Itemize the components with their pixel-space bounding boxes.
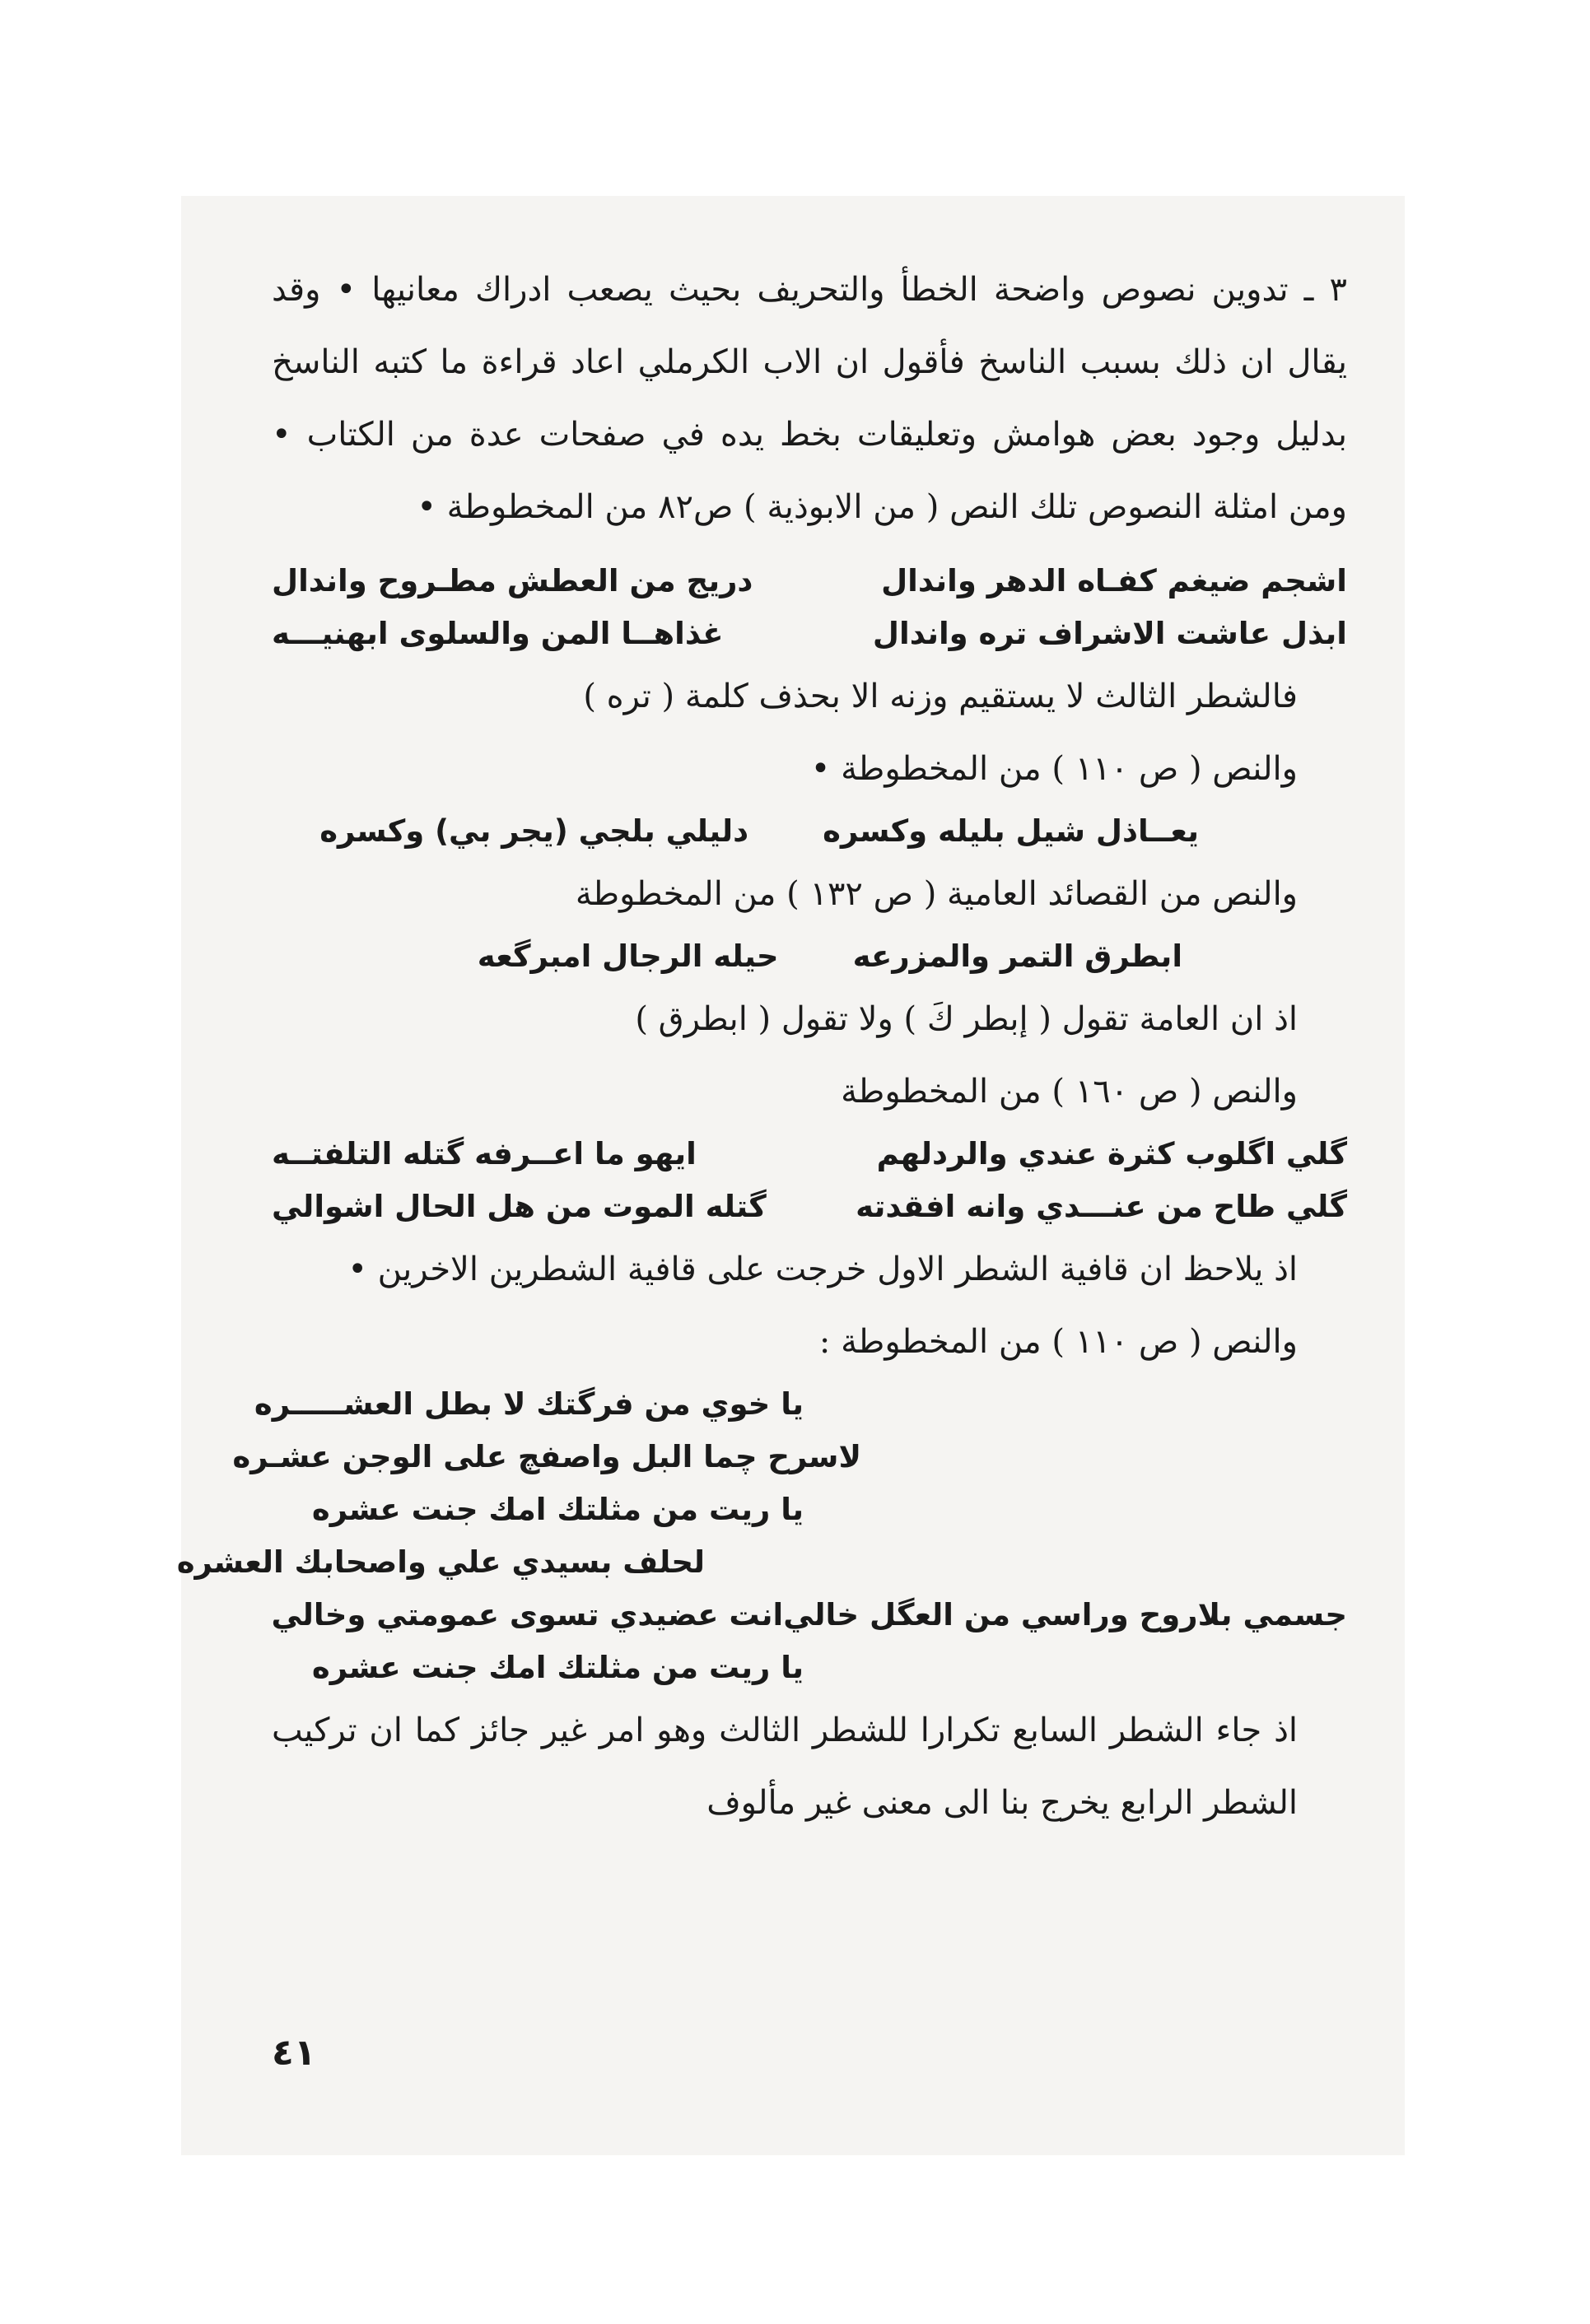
paragraph-comment: اذ يلاحظ ان قافية الشطر الاول خرجت على قافية الشطرين الاخرين • bbox=[347, 1250, 1298, 1288]
verse-line: يا ريت من مثلتك امك جنت عشره bbox=[311, 1492, 804, 1527]
verse-line bbox=[272, 1128, 1347, 1181]
verse-hemistich-right: يعــاذل شيل بليله وكسره bbox=[823, 813, 1199, 849]
verse-line bbox=[272, 805, 1347, 858]
verse-hemistich-left: گتله الموت من هل الحال اشوالي bbox=[272, 1189, 767, 1224]
verse-hemistich-right: اشجم ضيغم كفـاه الدهر واندال bbox=[881, 563, 1347, 598]
book-page bbox=[176, 196, 1405, 2155]
verse-hemistich-left: انت عضيدي تسوى عمومتي وخالي bbox=[271, 1597, 784, 1632]
verse-hemistich-left: دليلي بلجي (يجر بي) وكسره bbox=[319, 813, 749, 849]
verse-hemistich-right: گلي اگلوب كثرة عندي والردلهم bbox=[876, 1136, 1347, 1171]
verse-line bbox=[272, 608, 1347, 660]
verse-line bbox=[272, 555, 1347, 608]
verse-line: يا خوي من فرگتك لا بطل العشـــــره bbox=[254, 1386, 804, 1422]
verse-hemistich-left: ايهو ما اعــرفه گتله التلفتــه bbox=[272, 1136, 697, 1171]
verse-hemistich-left: دريج من العطش مطـروح واندال bbox=[272, 563, 753, 598]
verse-hemistich-right: گلي طاح من عنـــدي وانه افقدته bbox=[856, 1189, 1347, 1224]
paragraph-comment: اذ ان العامة تقول ( إبطر كَ ) ولا تقول ( ابطرق ) bbox=[635, 1000, 1298, 1038]
verse-hemistich-left: غذاهــا المن والسلوى ابهنيـــه bbox=[272, 616, 724, 651]
verse-line: يا ريت من مثلتك امك جنت عشره bbox=[311, 1650, 804, 1685]
verse-line bbox=[272, 1589, 1347, 1642]
page-number: ٤١ bbox=[272, 2032, 316, 2074]
page-content bbox=[176, 254, 1347, 1839]
verse-line: لحلف بسيدي علي واصحابك العشره bbox=[176, 1544, 705, 1580]
paragraph-comment: اذ جاء الشطر السابع تكرارا للشطر الثالث وهو امر غير جائز كما ان تركيب الشطر الرابع يخرج بنا الى معنى غير مألوف bbox=[272, 1712, 1298, 1822]
verse-hemistich-left: حيله الرجال امبرگعه bbox=[477, 938, 779, 974]
verse-line bbox=[272, 930, 1347, 983]
paragraph-reference: والنص ( ص ١٦٠ ) من المخطوطة bbox=[841, 1073, 1298, 1111]
verse-hemistich-right: جسمي بلاروح وراسي من العگل خالي bbox=[783, 1597, 1347, 1632]
paragraph-intro: ٣ ـ تدوين نصوص واضحة الخطأ والتحريف بحيث يصعب ادراك معانيها • وقد يقال ان ذلك بسبب الناسخ فأقول ان الاب الكرملي اعاد قراءة ما كتبه الناسخ بدليل وجود بعض هوامش وتعليقات بخط يده في صفحات عدة من الكتاب • ومن امثلة النصوص تلك النص ( من الابوذية ) ص٨٢ من المخطوطة • bbox=[272, 271, 1347, 526]
verse-hemistich-right: ابذل عاشت الاشراف تره واندال bbox=[872, 616, 1347, 651]
verse-line: لاسرح چما البل واصفچ على الوجن عشـره bbox=[232, 1439, 861, 1474]
verse-line bbox=[272, 1181, 1347, 1233]
verse-hemistich-right: ابطرق التمر والمزرعه bbox=[852, 938, 1182, 974]
paragraph-reference: والنص ( ص ١١٠ ) من المخطوطة : bbox=[818, 1323, 1298, 1361]
paragraph-comment: فالشطر الثالث لا يستقيم وزنه الا بحذف كلمة ( تره ) bbox=[583, 678, 1298, 715]
paragraph-reference: والنص من القصائد العامية ( ص ١٣٢ ) من المخطوطة bbox=[575, 875, 1298, 913]
paragraph-reference: والنص ( ص ١١٠ ) من المخطوطة • bbox=[810, 750, 1298, 788]
